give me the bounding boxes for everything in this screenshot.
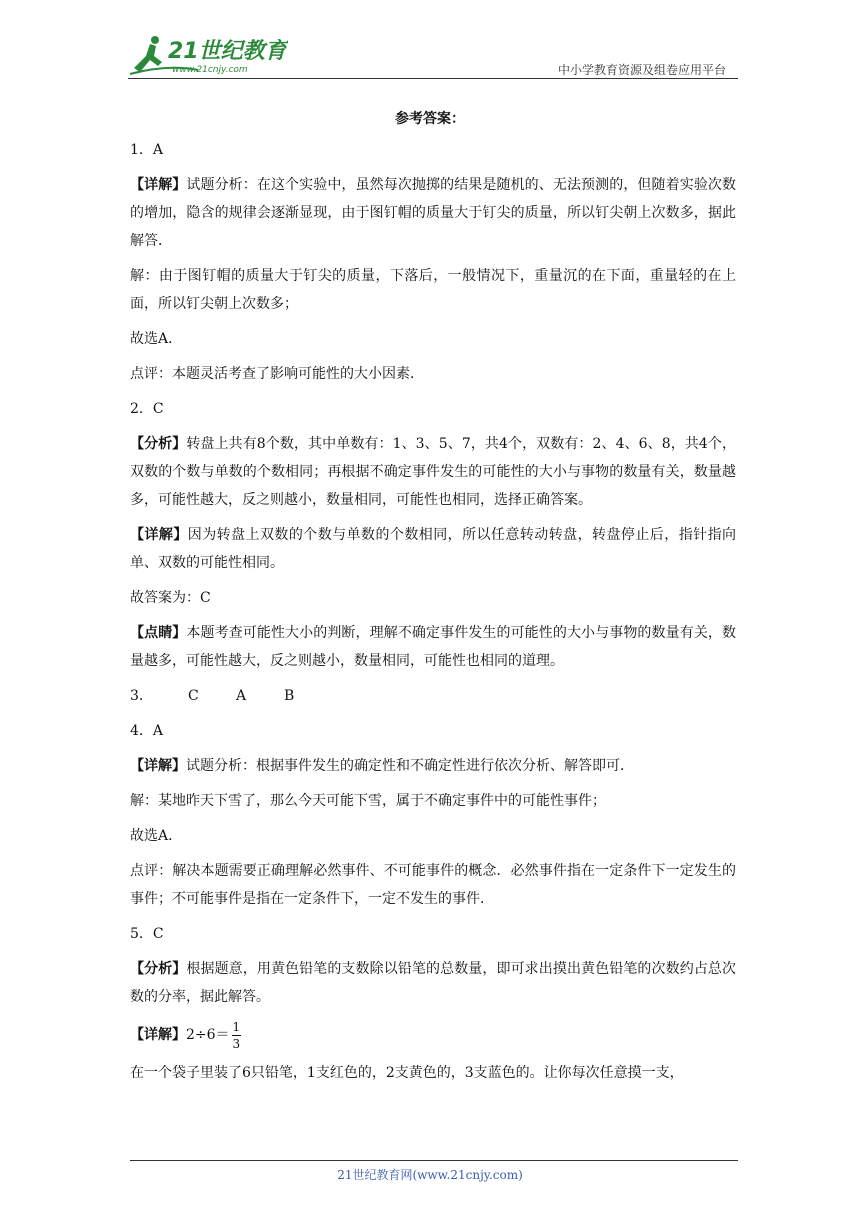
footer-site-link[interactable]: 21世纪教育网(www.21cnjy.com) xyxy=(337,1168,523,1182)
answer-2-analysis: 【分析】转盘上共有8个数，其中单数有：1、3、5、7，共4个，双数有：2、4、6、8，共4个，双数的个数与单数的个数相同；再根据不确定事件发生的可能性的大小与事物的数量有关，数量越多，可能性越大，反之则越小，数量相同，可能性也相同，选择正确答案。 xyxy=(130,436,737,508)
answer-4-comment: 点评：解决本题需要正确理解必然事件、不可能事件的概念．必然事件指在一定条件下一定发生的事件；不可能事件是指在一定条件下，一定不发生的事件． xyxy=(130,863,736,907)
site-logo xyxy=(128,34,288,78)
answer-1-choice: 故选A． xyxy=(130,331,183,347)
svg-text:21世纪教育: 21世纪教育 xyxy=(168,39,287,64)
detail-tag: 【详解】 xyxy=(130,527,188,543)
answer-3-opt-3: B xyxy=(284,688,295,704)
answer-2-detail: 【详解】因为转盘上双数的个数与单数的个数相同，所以任意转动转盘，转盘停止后，指针指向单、双数的可能性相同。 xyxy=(130,527,737,571)
answer-5-analysis: 【分析】根据题意，用黄色铅笔的支数除以铅笔的总数量，即可求出摸出黄色铅笔的次数约占总次数的分率，据此解答。 xyxy=(130,961,737,1005)
footer-divider xyxy=(130,1160,738,1161)
detail-tag: 【详解】 xyxy=(130,1027,186,1043)
answer-1-head: 1．A xyxy=(130,142,164,158)
svg-text:www.21cnjy.com: www.21cnjy.com xyxy=(172,65,248,75)
answer-4-head: 4．A xyxy=(130,723,164,739)
answer-4-solution: 解：某地昨天下雪了，那么今天可能下雪，属于不确定事件中的可能性事件； xyxy=(130,793,606,809)
answer-1-comment: 点评：本题灵活考查了影响可能性的大小因素． xyxy=(130,366,424,382)
answer-2-answer: 故答案为：C xyxy=(130,590,211,606)
platform-name: 中小学教育资源及组卷应用平台 xyxy=(557,63,726,77)
answer-5-text: 在一个袋子里装了6只铅笔，1支红色的，2支黄色的，3支蓝色的。让你每次任意摸一支， xyxy=(130,1065,684,1081)
fraction-one-third: $\frac{1}{3}$ xyxy=(232,1019,241,1051)
answer-3: 3． C A B xyxy=(130,682,736,710)
header-divider xyxy=(128,78,738,79)
answer-content xyxy=(130,136,736,1094)
analysis-tag: 【分析】 xyxy=(130,436,187,452)
analysis-tag: 【分析】 xyxy=(130,961,187,977)
answer-4-choice: 故选A． xyxy=(130,828,183,844)
answer-1-solution: 解：由于图钉帽的质量大于钉尖的质量，下落后，一般情况下，重量沉的在下面，重量轻的在上面，所以钉尖朝上次数多； xyxy=(130,268,736,312)
answer-5-head: 5．C xyxy=(130,926,164,942)
answer-1-detail: 【详解】试题分析：在这个实验中，虽然每次抛掷的结果是随机的、无法预测的，但随着实验次数的增加，隐含的规律会逐渐显现，由于图钉帽的质量大于钉尖的质量，所以钉尖朝上次数多，据此解答． xyxy=(130,177,737,249)
answer-2-comment: 【点睛】本题考查可能性大小的判断，理解不确定事件发生的可能性的大小与事物的数量有关，数量越多，可能性越大，反之则越小，数量相同，可能性也相同的道理。 xyxy=(130,625,737,669)
answer-2-head: 2．C xyxy=(130,401,164,417)
answer-3-opt-1: C xyxy=(188,688,199,704)
answer-4-detail: 【详解】试题分析：根据事件发生的确定性和不确定性进行依次分析、解答即可． xyxy=(130,758,634,774)
comment-tag: 【点睛】 xyxy=(130,625,187,641)
page-header xyxy=(128,30,738,80)
detail-tag: 【详解】 xyxy=(130,177,187,193)
answer-5-detail: 【详解】2÷6＝ $\frac{1}{3}$ xyxy=(130,1019,241,1051)
answer-3-opt-2: A xyxy=(236,688,247,704)
page-title: 参考答案： xyxy=(395,111,465,127)
detail-tag: 【详解】 xyxy=(130,758,186,774)
